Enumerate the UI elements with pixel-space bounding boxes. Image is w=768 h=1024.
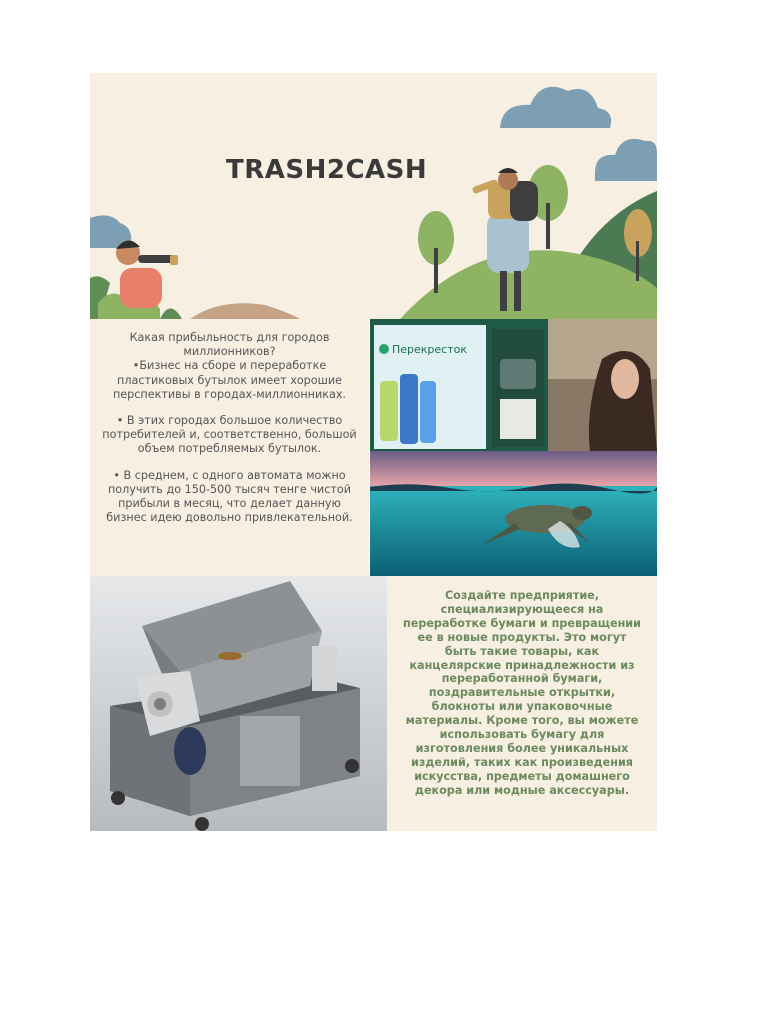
paper-recycling-text-block (387, 576, 657, 831)
paper-recycling-text: Создайте предприятие, специализирующееся на переработке бумаги и превращении ее в новые продукты. Это могут быть такие товары, как канцелярские принадлежности из переработанной бумаги, поздравительные открытки, блокноты или упаковочные материалы. Кроме того, вы можете использовать бумагу для изготовления более уникальных изделий, таких как произведения искусства, предметы домашнего декора или модные аксессуары. (403, 589, 641, 797)
vending-machine-photo (370, 319, 657, 451)
banner-title: TRASH2CASH (226, 155, 428, 185)
profitability-question: Какая прибыльность для городов миллионников? (129, 331, 330, 359)
bullet-point-1: •Бизнес на сборе и переработке пластиковых бутылок имеет хорошие перспективы в городах-миллионниках. (112, 359, 347, 401)
banner-illustration (90, 73, 657, 319)
bullet-point-2: • В этих городах большое количество потребителей и, соответственно, большой объем потребляемых бутылок. (102, 414, 357, 456)
title-banner (90, 73, 657, 319)
ocean-turtle-photo (370, 451, 657, 576)
vending-brand-label: Перекресток (392, 343, 468, 356)
shredder-machine-render (90, 576, 387, 831)
bullet-point-3: • В среднем, с одного автомата можно получить до 150-500 тысяч тенге чистой прибыли в месяц, что делает данную бизнес идею довольно привлекательной. (106, 468, 353, 525)
profitability-text-block (90, 319, 369, 576)
document-page (90, 73, 657, 831)
